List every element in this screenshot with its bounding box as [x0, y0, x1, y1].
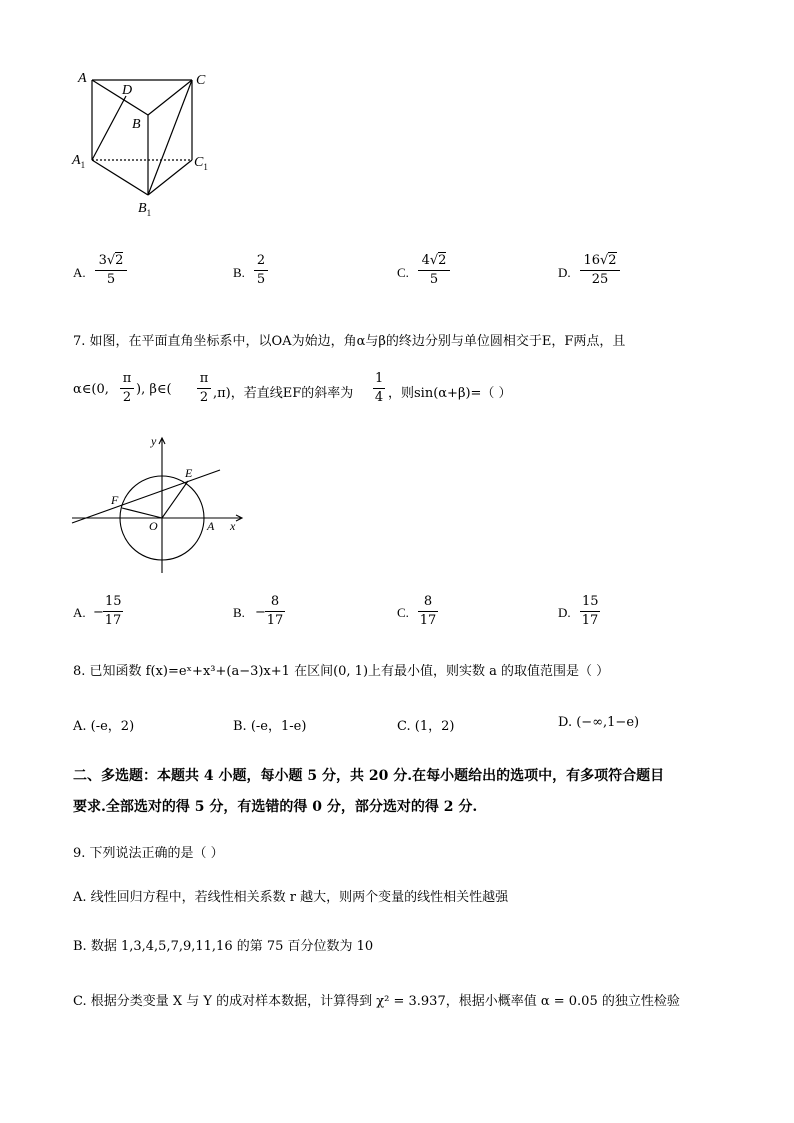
q7-option-b-letter: B. [233, 605, 245, 620]
unit-circle-figure [70, 433, 250, 578]
q7-pi-over-2-b: π 2 [197, 372, 211, 405]
q7-option-a-fraction: 15 17 [104, 594, 122, 628]
q7-option-b-fraction: 8 17 [266, 594, 284, 628]
fig-label-y: y [151, 434, 157, 448]
q7-option-a-sign: − [93, 605, 104, 620]
q7-beta-range: ), β∈( [136, 382, 172, 397]
section2-heading-line2: 要求.全部选对的得 5 分，有选错的得 0 分，部分选对的得 2 分. [73, 799, 478, 815]
q9-option-a: A. 线性回归方程中，若线性相关系数 r 越大，则两个变量的线性相关性越强 [73, 890, 509, 905]
q7-option-c-letter: C. [397, 605, 409, 620]
q8-option-a: A. (-e，2) [73, 719, 135, 734]
q6-option-a-letter: A. [73, 265, 86, 280]
q6-option-c-letter: C. [397, 265, 409, 280]
q9-stem: 9. 下列说法正确的是（ ） [73, 846, 224, 861]
q8-option-d: D. (−∞,1−e) [558, 715, 640, 730]
fig-label-O: O [149, 519, 158, 533]
q9-option-b: B. 数据 1,3,4,5,7,9,11,16 的第 75 百分位数为 10 [73, 939, 374, 954]
q7-pi-over-2-a: π 2 [120, 372, 134, 405]
q6-option-d-letter: D. [558, 265, 571, 280]
label-A1: $A_1$ [72, 153, 86, 170]
q7-option-d-fraction: 15 17 [581, 594, 599, 628]
q7-stem-end: ，则sin(α+β)=（ ） [388, 386, 512, 401]
q7-slope-fraction: 1 4 [374, 371, 384, 405]
label-C: C [196, 73, 206, 88]
q7-option-d-letter: D. [558, 605, 571, 620]
label-B1: $B_1$ [138, 201, 152, 218]
q6-option-d-value: 16√2 25 [580, 254, 620, 287]
q7-alpha-range: α∈(0, [73, 382, 109, 397]
q8-option-b: B. (-e，1-e) [233, 719, 307, 734]
q7-slope-text: ,π)，若直线EF的斜率为 [213, 386, 354, 401]
label-D: D [122, 83, 133, 98]
q9-option-c: C. 根据分类变量 X 与 Y 的成对样本数据，计算得到 χ² = 3.937，根据小概率值 α = 0.05 的独立性检验 [73, 994, 680, 1009]
label-B: B [132, 117, 141, 132]
q7-stem-line1: 7. 如图，在平面直角坐标系中，以OA为始边，角α与β的终边分别与单位圆相交于E，F两点，且 [73, 334, 626, 349]
section2-heading-line1: 二、多选题：本题共 4 小题，每小题 5 分，共 20 分.在每小题给出的选项中，有多项符合题目 [73, 768, 665, 784]
fig-label-A: A [207, 519, 215, 533]
fig-label-x: x [230, 519, 236, 533]
label-A: A [78, 71, 87, 86]
fig-label-F: F [111, 493, 119, 507]
q8-stem: 8. 已知函数 f(x)=eˣ+x³+(a−3)x+1 在区间(0, 1)上有最小值，则实数 a 的取值范围是（ ） [73, 664, 610, 679]
q7-option-a-letter: A. [73, 605, 86, 620]
q6-option-a-value: 3√2 5 [95, 254, 127, 287]
prism-figure [60, 60, 230, 220]
q8-option-c: C. (1，2) [397, 719, 455, 734]
q6-option-b-value: 2 5 [254, 254, 268, 287]
q7-option-c-fraction: 8 17 [419, 594, 437, 628]
q6-option-c-value: 4√2 5 [418, 254, 450, 287]
label-C1: $C_1$ [194, 155, 208, 172]
fig-label-E: E [185, 466, 193, 480]
q7-option-b-sign: − [255, 605, 266, 620]
q6-option-b-letter: B. [233, 265, 245, 280]
